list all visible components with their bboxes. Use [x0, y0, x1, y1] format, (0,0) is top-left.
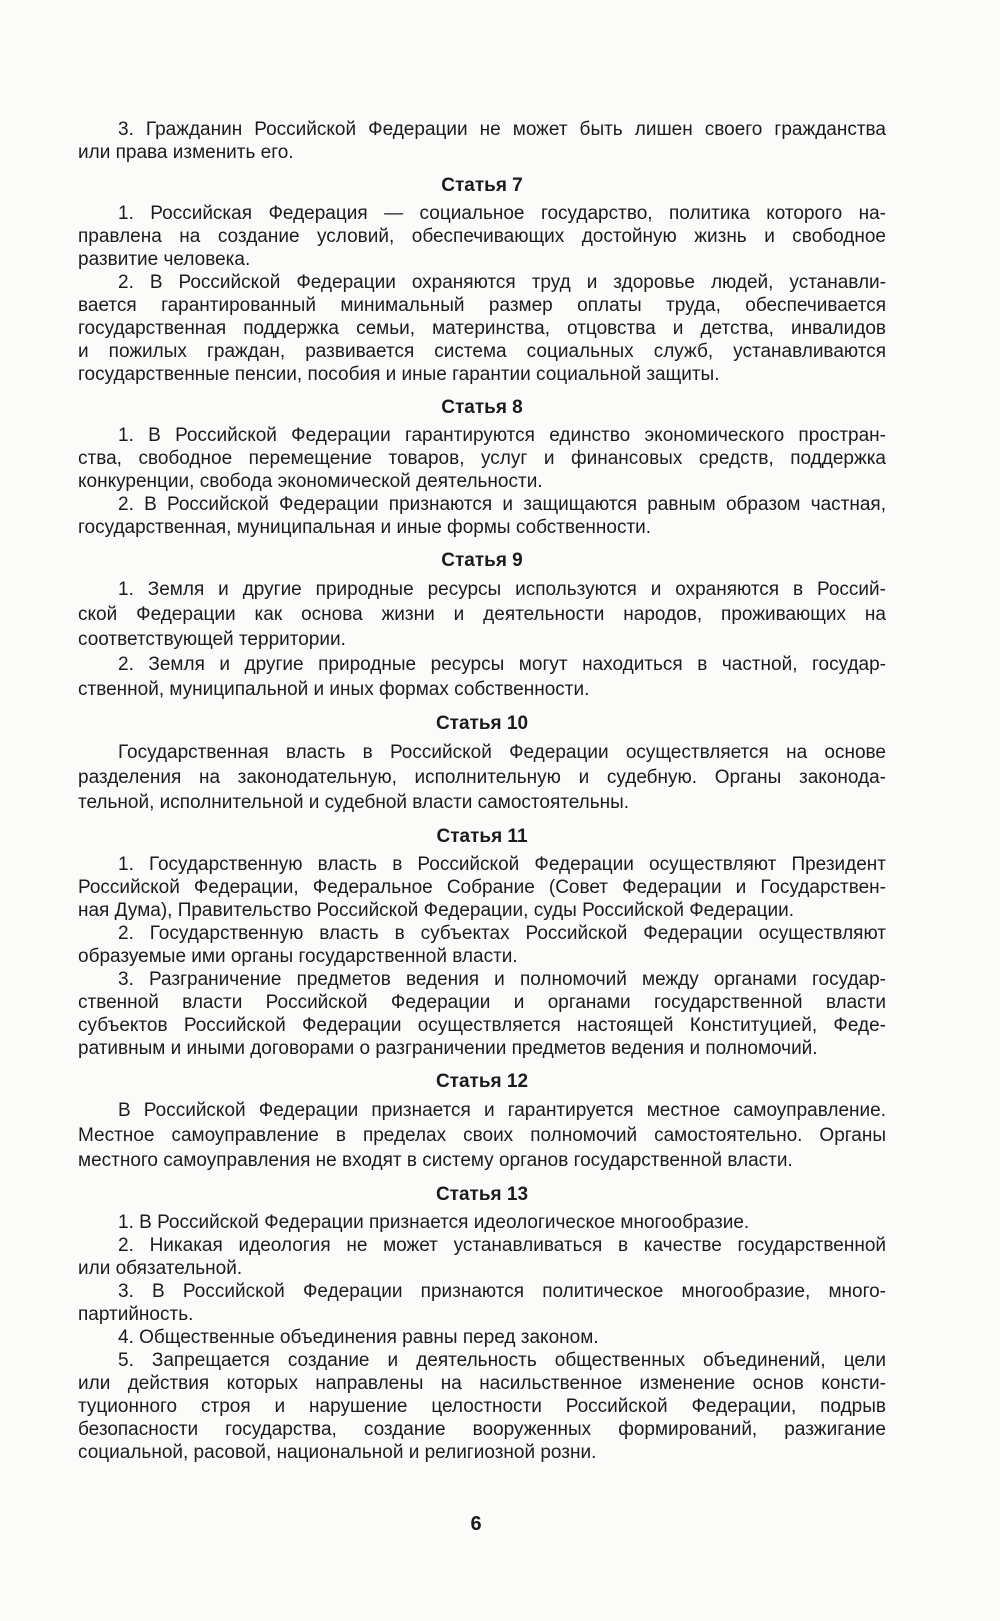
text-line: 3. В Российской Федерации признаются политическое многообразие, много- [118, 1281, 886, 1302]
text-line: ственной, муниципальной и иных формах собственности. [78, 679, 590, 700]
article-heading: Статья 13 [435, 1184, 529, 1205]
text-line: Местное самоуправление в пределах своих полномочий самостоятельно. Органы [78, 1125, 886, 1146]
document-body [78, 118, 886, 1464]
paragraph [78, 118, 886, 164]
text-line: В Российской Федерации признается и гарантируется местное самоуправление. [118, 1100, 886, 1121]
paragraph [78, 577, 886, 652]
paragraph [78, 1234, 886, 1280]
text-line: или обязательной. [78, 1258, 243, 1279]
text-line: соответствующей территории. [78, 629, 346, 650]
article-section [78, 549, 886, 702]
text-line: ративным и иными договорами о разграничении предметов ведения и полномочий. [78, 1038, 818, 1059]
paragraph [78, 1349, 886, 1464]
article-section [78, 118, 886, 164]
article-section [78, 825, 886, 1060]
article-heading: Статья 7 [441, 175, 523, 196]
text-line: 2. Государственную власть в субъектах Российской Федерации осуществляют [118, 923, 886, 944]
paragraph [78, 1326, 886, 1349]
text-line: конкуренции, свобода экономической деятельности. [78, 471, 543, 492]
paragraph [78, 740, 886, 815]
text-line: ской Федерации как основа жизни и деятельности народов, проживающих на [78, 604, 886, 625]
text-line: вается гарантированный минимальный размер оплаты труда, обеспечивается [78, 295, 886, 316]
text-line: 1. В Российской Федерации гарантируются единство экономического простран- [118, 425, 886, 446]
text-line: ства, свободное перемещение товаров, услуг и финансовых средств, поддержка [78, 448, 886, 469]
text-line: 2. Земля и другие природные ресурсы могут находиться в частной, государ- [118, 654, 886, 675]
article-heading: Статья 10 [435, 713, 529, 734]
text-line: государственные пенсии, пособия и иные гарантии социальной защиты. [78, 364, 720, 385]
text-line: 1. Российская Федерация — социальное государство, политика которого на- [118, 203, 886, 224]
paragraph [78, 922, 886, 968]
text-line: развитие человека. [78, 249, 251, 270]
text-line: партийность. [78, 1304, 194, 1325]
text-line: 2. Никакая идеология не может устанавливаться в качестве государственной [118, 1235, 886, 1256]
paragraph [78, 968, 886, 1060]
text-line: 4. Общественные объединения равны перед законом. [118, 1327, 599, 1348]
paragraph [78, 424, 886, 493]
text-line: ственной власти Российской Федерации и органами государственной власти [78, 992, 886, 1013]
article-heading: Статья 9 [441, 550, 523, 571]
article-heading: Статья 12 [435, 1071, 529, 1092]
text-line: Российской Федерации, Федеральное Собрание (Совет Федерации и Государствен- [78, 877, 886, 898]
article-section [78, 712, 886, 815]
text-line: разделения на законодательную, исполнительную и судебную. Органы законода- [78, 767, 886, 788]
text-line: субъектов Российской Федерации осуществляется настоящей Конституцией, Феде- [78, 1015, 886, 1036]
text-line: государственная, муниципальная и иные формы собственности. [78, 517, 652, 538]
article-section [78, 1070, 886, 1173]
text-line: 2. В Российской Федерации охраняются труд и здоровье людей, устанавли- [118, 272, 886, 293]
text-line: безопасности государства, создание вооруженных формирований, разжигание [78, 1419, 886, 1440]
page-number: 6 [470, 1513, 482, 1535]
text-line: 1. В Российской Федерации признается идеологическое многообразие. [118, 1212, 750, 1233]
article-section [78, 174, 886, 386]
text-line: 2. В Российской Федерации признаются и защищаются равным образом частная, [118, 494, 886, 515]
text-line: 3. Гражданин Российской Федерации не может быть лишен своего гражданства [118, 119, 886, 140]
text-line: правлена на создание условий, обеспечивающих достойную жизнь и свободное [78, 226, 886, 247]
text-line: или права изменить его. [78, 142, 294, 163]
text-line: туционного строя и нарушение целостности Российской Федерации, подрыв [78, 1396, 886, 1417]
text-line: 1. Земля и другие природные ресурсы используются и охраняются в Россий- [118, 579, 886, 600]
paragraph [78, 652, 886, 702]
text-line: ная Дума), Правительство Российской Федерации, суды Российской Федерации. [78, 900, 794, 921]
text-line: социальной, расовой, национальной и религиозной розни. [78, 1442, 597, 1463]
text-line: образуемые ими органы государственной власти. [78, 946, 518, 967]
paragraph [78, 1098, 886, 1173]
text-line: государственная поддержка семьи, материнства, отцовства и детства, инвалидов [78, 318, 886, 339]
paragraph [78, 1211, 886, 1234]
text-line: 3. Разграничение предметов ведения и полномочий между органами государ- [118, 969, 886, 990]
article-section [78, 396, 886, 539]
text-line: местного самоуправления не входят в систему органов государственной власти. [78, 1150, 793, 1171]
text-line: и пожилых граждан, развивается система социальных служб, устанавливаются [78, 341, 886, 362]
paragraph [78, 1280, 886, 1326]
text-line: 5. Запрещается создание и деятельность общественных объединений, цели [118, 1350, 886, 1371]
text-line: или действия которых направлены на насильственное изменение основ консти- [78, 1373, 886, 1394]
text-line: 1. Государственную власть в Российской Федерации осуществляют Президент [118, 854, 886, 875]
article-heading: Статья 11 [436, 826, 528, 847]
paragraph [78, 271, 886, 386]
paragraph [78, 202, 886, 271]
text-line: тельной, исполнительной и судебной власти самостоятельны. [78, 792, 630, 813]
article-section [78, 1183, 886, 1464]
paragraph [78, 493, 886, 539]
paragraph [78, 853, 886, 922]
article-heading: Статья 8 [441, 397, 523, 418]
text-line: Государственная власть в Российской Федерации осуществляется на основе [118, 742, 886, 763]
